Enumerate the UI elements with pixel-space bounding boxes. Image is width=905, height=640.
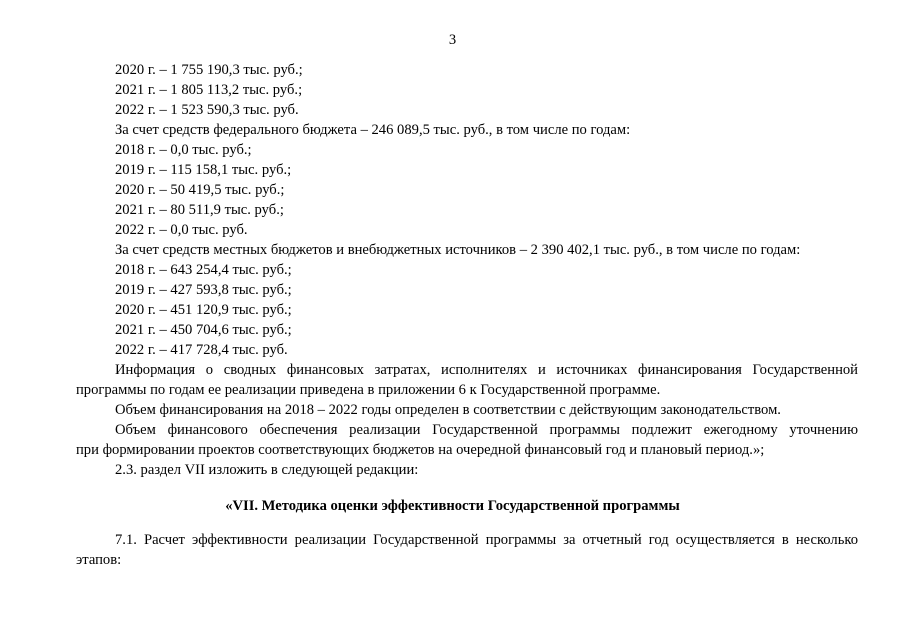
budget-line-local-2021: 2021 г. – 450 704,6 тыс. руб.; (115, 322, 292, 338)
paragraph-refine-line-1: Объем финансового обеспечения реализации Государственной программы подлежит ежегодному уточнению (115, 422, 858, 438)
budget-line-federal-2022: 2022 г. – 0,0 тыс. руб. (115, 222, 248, 238)
budget-line-federal-2021: 2021 г. – 80 511,9 тыс. руб.; (115, 202, 284, 218)
paragraph-volume: Объем финансирования на 2018 – 2022 годы определен в соответствии с действующим законодательством. (115, 402, 781, 418)
section-heading: «VII. Методика оценки эффективности Государственной программы (225, 498, 680, 514)
budget-line-local-2018: 2018 г. – 643 254,4 тыс. руб.; (115, 262, 292, 278)
document-body (76, 60, 858, 480)
federal-budget-total: За счет средств федерального бюджета – 246 089,5 тыс. руб., в том числе по годам: (115, 122, 631, 138)
budget-line-regional-2022: 2022 г. – 1 523 590,3 тыс. руб. (115, 102, 299, 118)
paragraph-info-line-1: Информация о сводных финансовых затратах, исполнителях и источниках финансирования Государственной (115, 362, 858, 378)
budget-line-local-2022: 2022 г. – 417 728,4 тыс. руб. (115, 342, 288, 358)
budget-line-federal-2018: 2018 г. – 0,0 тыс. руб.; (115, 142, 252, 158)
paragraph-info-line-2: программы по годам ее реализации приведена в приложении 6 к Государственной программе. (76, 382, 661, 398)
budget-line-local-2019: 2019 г. – 427 593,8 тыс. руб.; (115, 282, 292, 298)
section-heading-wrap (0, 496, 905, 516)
local-budget-total: За счет средств местных бюджетов и внебюджетных источников – 2 390 402,1 тыс. руб., в том числе по годам: (115, 242, 801, 258)
page-number: 3 (448, 32, 457, 48)
paragraph-calc-line-2: этапов: (76, 552, 122, 568)
budget-line-local-2020: 2020 г. – 451 120,9 тыс. руб.; (115, 302, 292, 318)
paragraph-section-instruction: 2.3. раздел VII изложить в следующей редакции: (115, 462, 419, 478)
budget-line-regional-2020: 2020 г. – 1 755 190,3 тыс. руб.; (115, 62, 303, 78)
paragraph-calc-line-1: 7.1. Расчет эффективности реализации Государственной программы за отчетный год осуществляется в несколько (115, 532, 858, 548)
budget-line-regional-2021: 2021 г. – 1 805 113,2 тыс. руб.; (115, 82, 303, 98)
budget-line-federal-2019: 2019 г. – 115 158,1 тыс. руб.; (115, 162, 292, 178)
paragraph-calc (76, 530, 858, 570)
budget-line-federal-2020: 2020 г. – 50 419,5 тыс. руб.; (115, 182, 285, 198)
paragraph-refine-line-2: при формировании проектов соответствующих бюджетов на очередной финансовый год и плановый период.»; (76, 442, 765, 458)
